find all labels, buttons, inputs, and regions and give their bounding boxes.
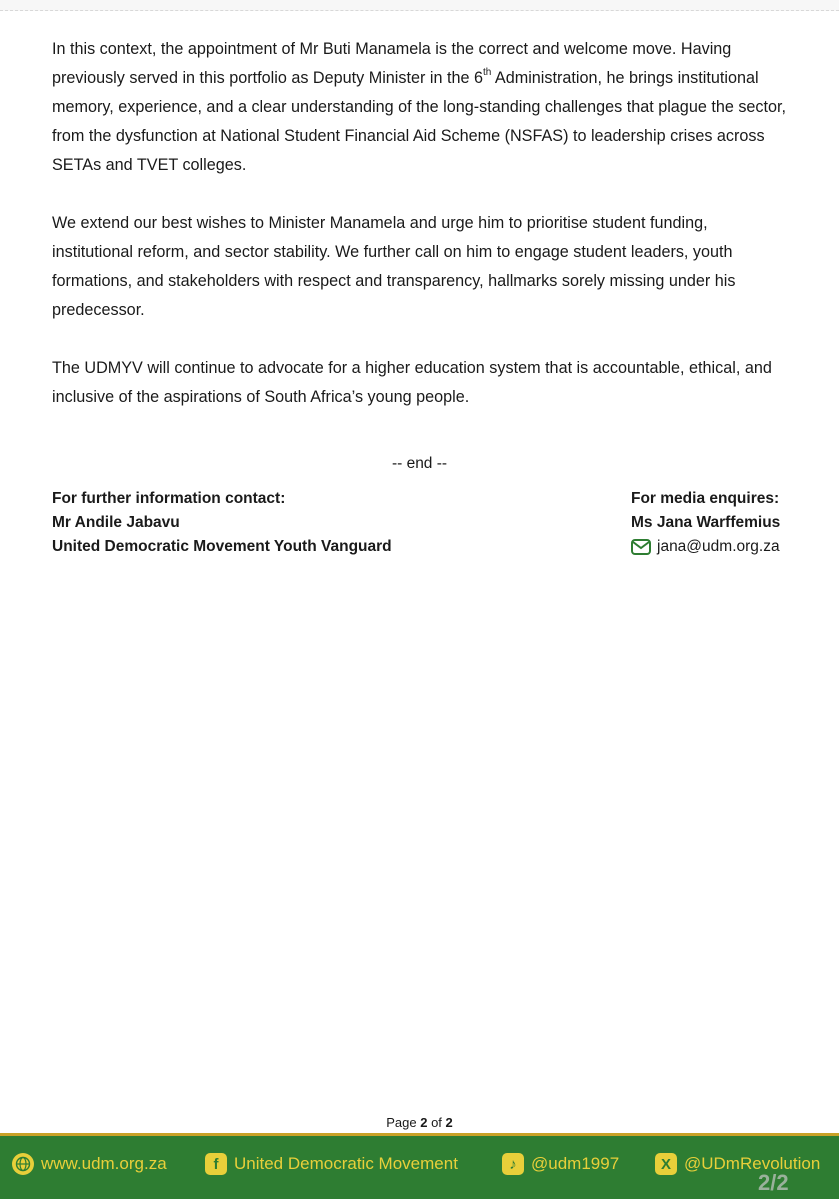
paragraph-wishes: We extend our best wishes to Minister Manamela and urge him to prioritise student funding, institutional reform, and sector stability. We further call on him to engage student leaders, youth formations, and stakeholders with respect and transparency, hallmarks sorely missing under his predecessor.	[52, 214, 736, 319]
facebook-icon: f	[205, 1153, 227, 1175]
end-marker: -- end --	[391, 455, 448, 472]
paragraph-advocacy: The UDMYV will continue to advocate for a higher education system that is accountable, ethical, and inclusive of the aspirations of South Africa’s young people.	[52, 359, 772, 406]
paragraph-text: Administration, he brings institutional memory, experience, and a clear understanding of the long-standing challenges that plague the sector, from the dysfunction at National Student Financial Aid Scheme (NSFAS) to leadership crises across SETAs and TVET colleges.	[52, 69, 787, 174]
x-handle-text[interactable]: @UDmRevolution	[684, 1154, 821, 1173]
tiktok-icon: ♪	[502, 1153, 524, 1175]
contact-heading: For further information contact:	[52, 490, 286, 507]
superscript: th	[482, 66, 492, 78]
page-total: 2	[445, 1115, 453, 1130]
page-current: 2	[420, 1115, 428, 1130]
page-counter-watermark: 2/2	[758, 1170, 789, 1195]
globe-icon	[12, 1153, 34, 1175]
footer-tiktok[interactable]	[502, 1153, 619, 1175]
footer-website[interactable]	[12, 1153, 167, 1175]
paragraph-text: In this context, the appointment of Mr Buti Manamela is the correct and welcome move. Having previously served in this portfolio as Deputy Minister in the 6	[52, 40, 732, 87]
page-top-edge	[0, 0, 839, 11]
tiktok-text[interactable]: @udm1997	[531, 1154, 620, 1173]
footer-facebook[interactable]	[205, 1153, 458, 1175]
email-row[interactable]	[631, 535, 780, 559]
page-of: of	[431, 1115, 442, 1130]
contact-name: Mr Andile Jabavu	[52, 514, 180, 531]
website-text[interactable]: www.udm.org.za	[41, 1154, 167, 1173]
footer-bar	[0, 1133, 839, 1199]
media-contact-name: Ms Jana Warffemius	[631, 514, 781, 531]
x-icon: X	[655, 1153, 677, 1175]
contact-right	[631, 487, 780, 559]
paragraph-appointment	[52, 35, 792, 180]
facebook-text[interactable]: United Democratic Movement	[234, 1154, 458, 1173]
contact-left	[52, 487, 392, 559]
page-number	[0, 1115, 839, 1130]
media-heading: For media enquires:	[631, 490, 780, 507]
mail-icon	[631, 539, 651, 555]
email-link[interactable]: jana@udm.org.za	[657, 538, 780, 555]
footer-accent-line	[0, 1133, 839, 1136]
footer-x[interactable]	[655, 1153, 820, 1175]
contact-organisation: United Democratic Movement Youth Vanguard	[52, 538, 392, 555]
page-prefix: Page	[386, 1115, 417, 1130]
